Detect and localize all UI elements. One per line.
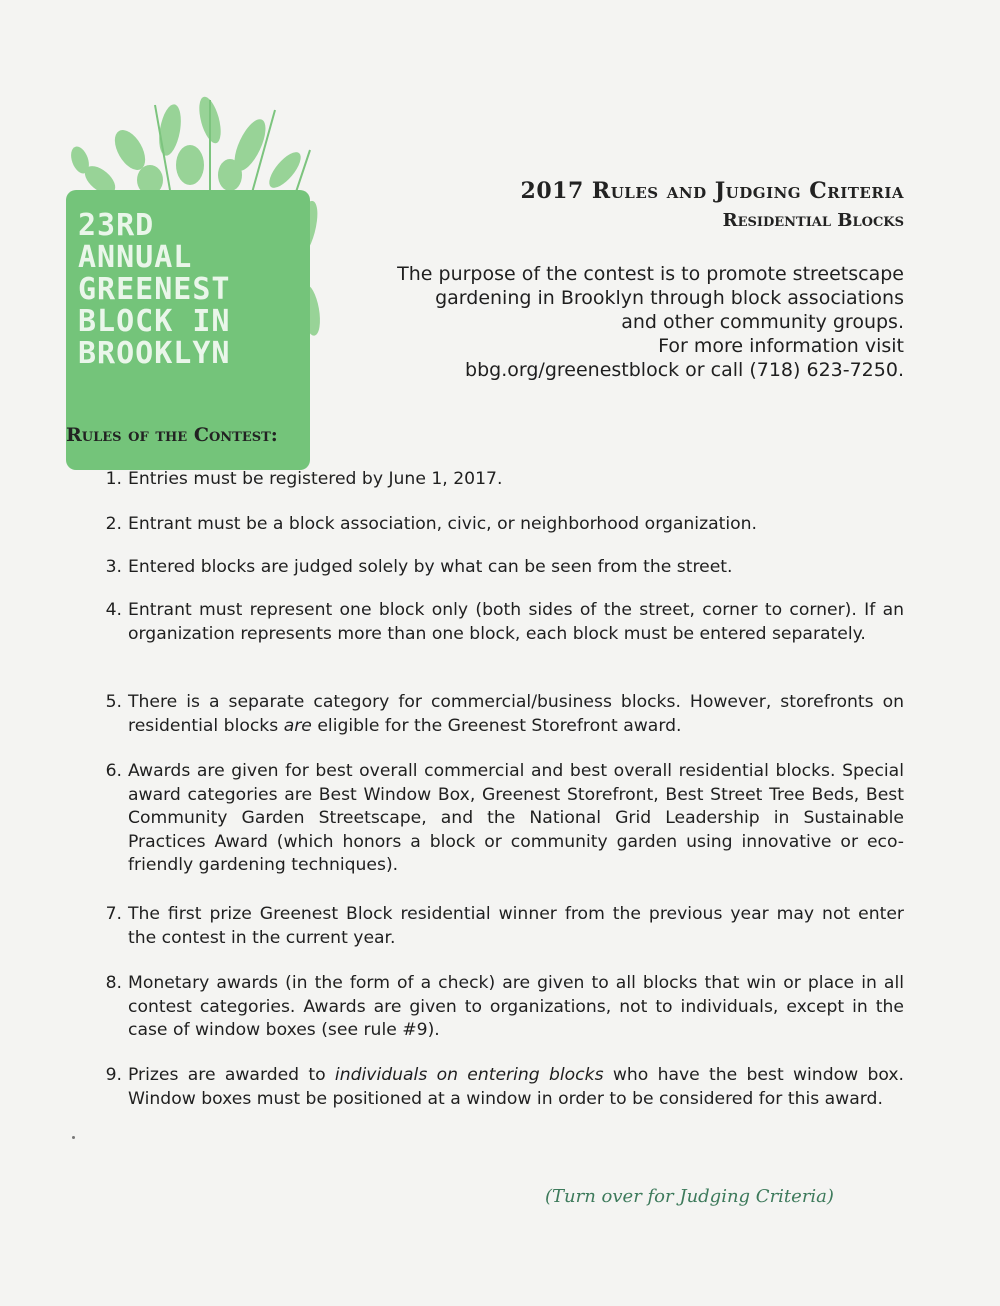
rule-number: 3. [105, 557, 122, 577]
rule-number: 1. [105, 469, 122, 489]
intro-line: The purpose of the contest is to promote streetscape [397, 263, 904, 285]
logo-line: BROOKLYN [78, 336, 231, 371]
logo-text [78, 210, 278, 370]
rule-text: The first prize Greenest Block residential winner from the previous year may not enter the contest in the current year. [128, 904, 904, 948]
rule-text: Entries must be registered by June 1, 2017. [128, 469, 503, 489]
rule-item [92, 513, 904, 537]
rule-text: Entered blocks are judged solely by what can be seen from the street. [128, 557, 733, 577]
rule-number: 5. [105, 692, 122, 712]
logo-line: ANNUAL [78, 240, 193, 275]
document-subtitle: Residential Blocks [722, 210, 904, 231]
intro-line: and other community groups. [621, 311, 904, 333]
rule-text: Monetary awards (in the form of a check) are given to all blocks that win or place in all contest categories. Awards are given to organizations, not to individuals, except in the case of window boxes (see rule #9). [128, 973, 904, 1040]
rule-number: 8. [105, 973, 122, 993]
rule-number: 4. [105, 600, 122, 620]
rule-item [92, 556, 904, 580]
intro-paragraph [384, 262, 904, 382]
logo-line: GREENEST [78, 272, 231, 307]
rule-item [92, 903, 904, 950]
rule-item [92, 760, 904, 878]
rule-item [92, 1064, 904, 1111]
rule-item [92, 691, 904, 738]
rules-heading: Rules of the Contest: [66, 424, 278, 446]
rule-number: 6. [105, 761, 122, 781]
rule-text: Awards are given for best overall commercial and best overall residential blocks. Special award categories are Best Window Box, Greenest Storefront, Best Street Tree Beds, Best Community Garden Streetscape, and the National Grid Leadership in Sustainable Practices Award (which honors a block or community garden using innovative or eco-friendly gardening techniques). [128, 761, 904, 875]
intro-line: bbg.org/greenestblock or call (718) 623-7250. [465, 359, 904, 381]
greenest-block-logo [60, 90, 330, 400]
paper-speck [72, 1136, 75, 1139]
rule-text: Entrant must represent one block only (both sides of the street, corner to corner). If an organization represents more than one block, each block must be entered separately. [128, 600, 904, 644]
logo-line: 23RD [78, 208, 155, 243]
rule-text: Prizes are awarded to individuals on entering blocks who have the best window box. Window boxes must be positioned at a window in order to be considered for this award. [128, 1065, 904, 1109]
intro-line: For more information visit [658, 335, 904, 357]
document-title: 2017 Rules and Judging Criteria [520, 178, 904, 204]
rule-item [92, 468, 904, 492]
rule-number: 7. [105, 904, 122, 924]
intro-line: gardening in Brooklyn through block associations [435, 287, 904, 309]
rule-text: There is a separate category for commercial/business blocks. However, storefronts on residential blocks are eligible for the Greenest Storefront award. [128, 692, 904, 736]
turn-over-note: (Turn over for Judging Criteria) [545, 1186, 834, 1207]
rule-number: 2. [105, 514, 122, 534]
rule-number: 9. [105, 1065, 122, 1085]
rule-item [92, 972, 904, 1043]
logo-line: BLOCK IN [78, 304, 231, 339]
rule-text: Entrant must be a block association, civic, or neighborhood organization. [128, 514, 758, 534]
rule-item [92, 599, 904, 646]
